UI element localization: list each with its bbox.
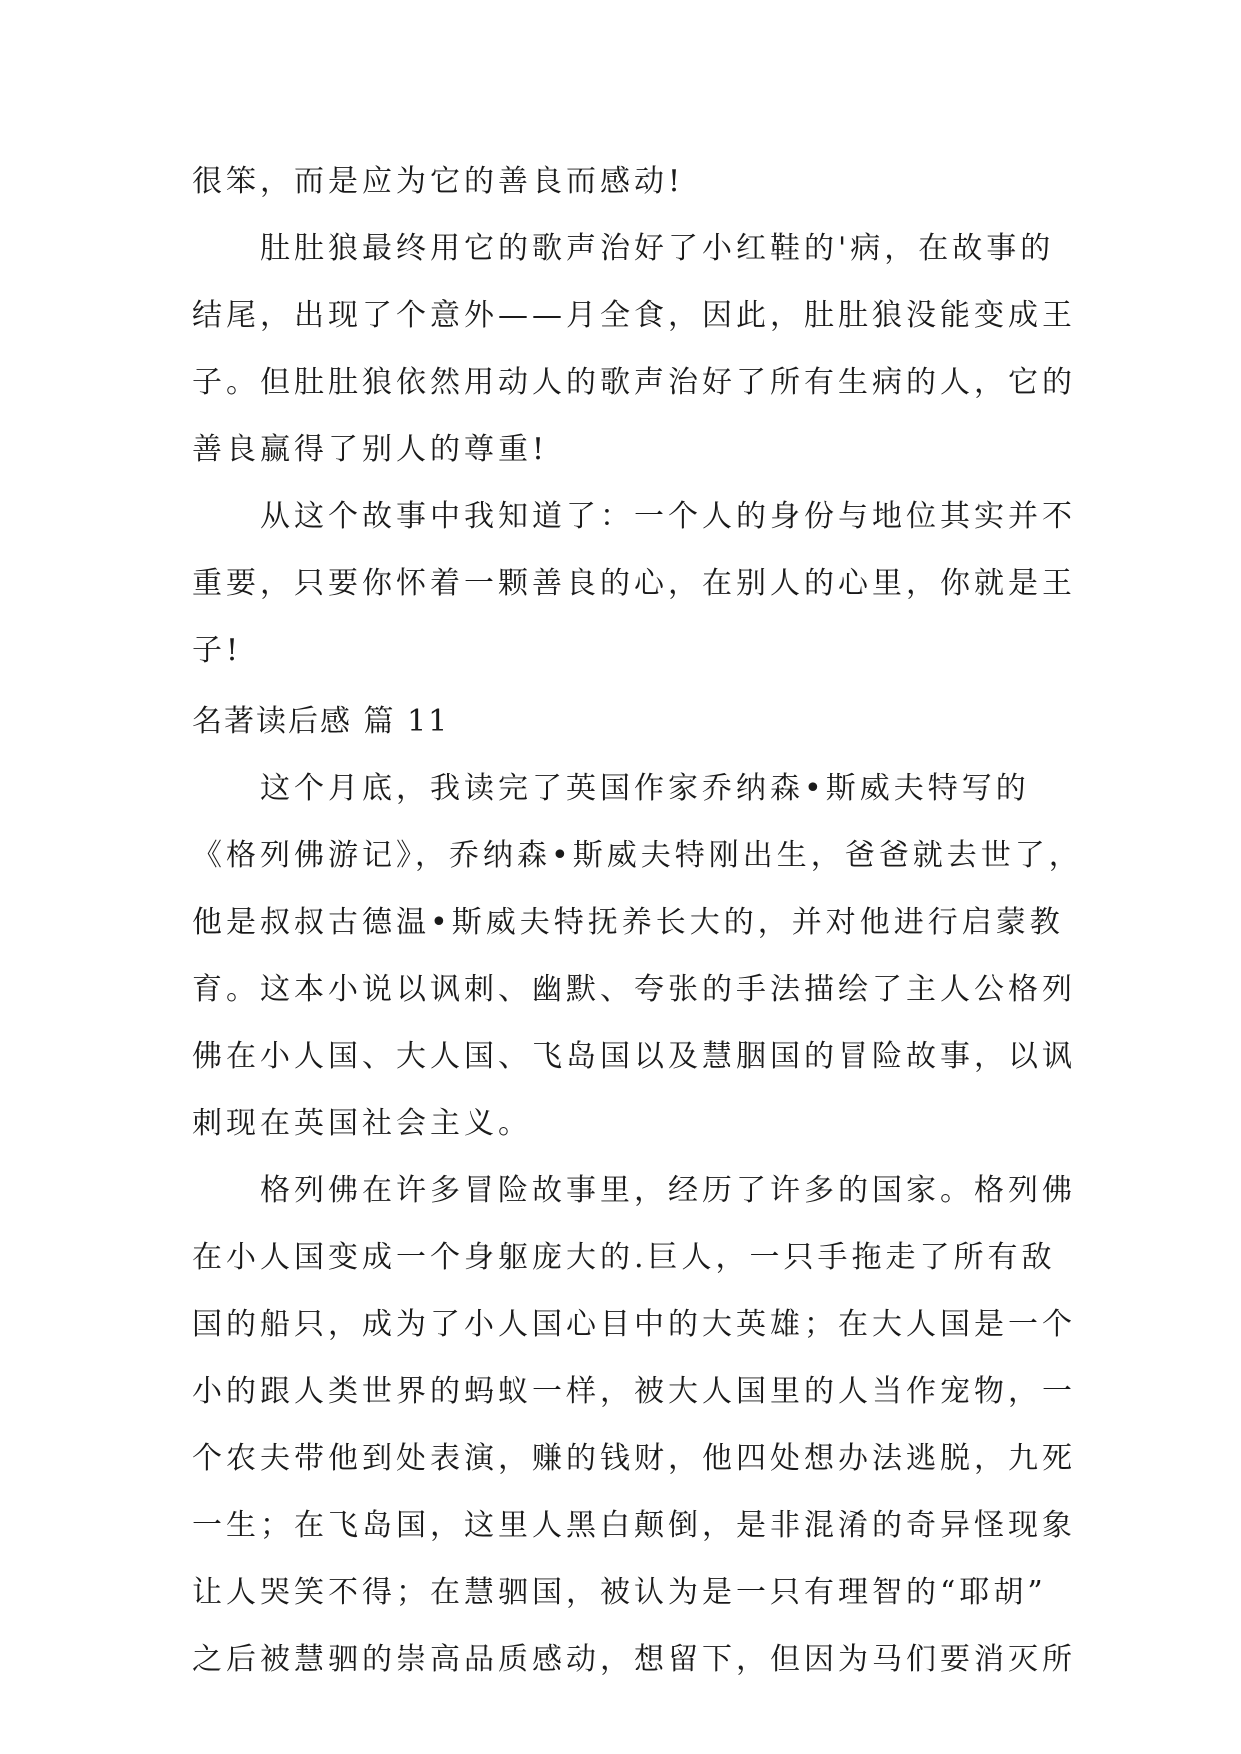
text-line: 小的跟人类世界的蚂蚁一样，被大人国里的人当作宠物，一 [192, 1374, 1076, 1409]
text-line: 国的船只，成为了小人国心目中的大英雄；在大人国是一个 [192, 1307, 1076, 1342]
text-line: 佛在小人国、大人国、飞岛国以及慧胭国的冒险故事，以讽 [192, 1039, 1076, 1074]
text-line: 很笨，而是应为它的善良而感动! [192, 164, 685, 199]
text-line: 肚肚狼最终用它的歌声治好了小红鞋的'病，在故事的 [260, 231, 1055, 266]
text-line: 刺现在英国社会主义。 [192, 1106, 532, 1141]
article-body [192, 755, 1083, 1693]
text-line: 结尾，出现了个意外——月全食，因此，肚肚狼没能变成王 [192, 298, 1076, 333]
heading-number: 篇 11 [363, 704, 450, 739]
text-line: 重要，只要你怀着一颗善良的心，在别人的心里，你就是王 [192, 566, 1076, 601]
text-line: 这个月底，我读完了英国作家乔纳森•斯威夫特写的 [260, 771, 1030, 806]
text-line: 从这个故事中我知道了：一个人的身份与地位其实并不 [260, 499, 1076, 534]
text-line: 他是叔叔古德温•斯威夫特抚养长大的，并对他进行启蒙教 [192, 905, 1064, 940]
text-line: 格列佛在许多冒险故事里，经历了许多的国家。格列佛 [260, 1173, 1076, 1208]
text-line: 个农夫带他到处表演，赚的钱财，他四处想办法逃脱，九死 [192, 1441, 1076, 1476]
text-line: 子! [192, 633, 243, 668]
text-line: 在小人国变成一个身躯庞大的.巨人，一只手拖走了所有敌 [192, 1240, 1056, 1275]
text-line: 善良赢得了别人的尊重! [192, 432, 549, 467]
text-line: 之后被慧驷的崇高品质感动，想留下，但因为马们要消灭所 [192, 1642, 1076, 1677]
text-line: 子。但肚肚狼依然用动人的歌声治好了所有生病的人，它的 [192, 365, 1076, 400]
text-line: 《格列佛游记》，乔纳森•斯威夫特刚出生，爸爸就去世了， [192, 838, 1083, 873]
heading-title: 名著读后感 [192, 704, 352, 739]
article-continuation [192, 148, 1076, 684]
text-line: 育。这本小说以讽刺、幽默、夸张的手法描绘了主人公格列 [192, 972, 1076, 1007]
text-line: 一生；在飞岛国，这里人黑白颠倒，是非混淆的奇异怪现象 [192, 1508, 1076, 1543]
text-line: 让人哭笑不得；在慧驷国，被认为是一只有理智的“耶胡” [192, 1575, 1047, 1610]
section-heading [192, 688, 1052, 755]
